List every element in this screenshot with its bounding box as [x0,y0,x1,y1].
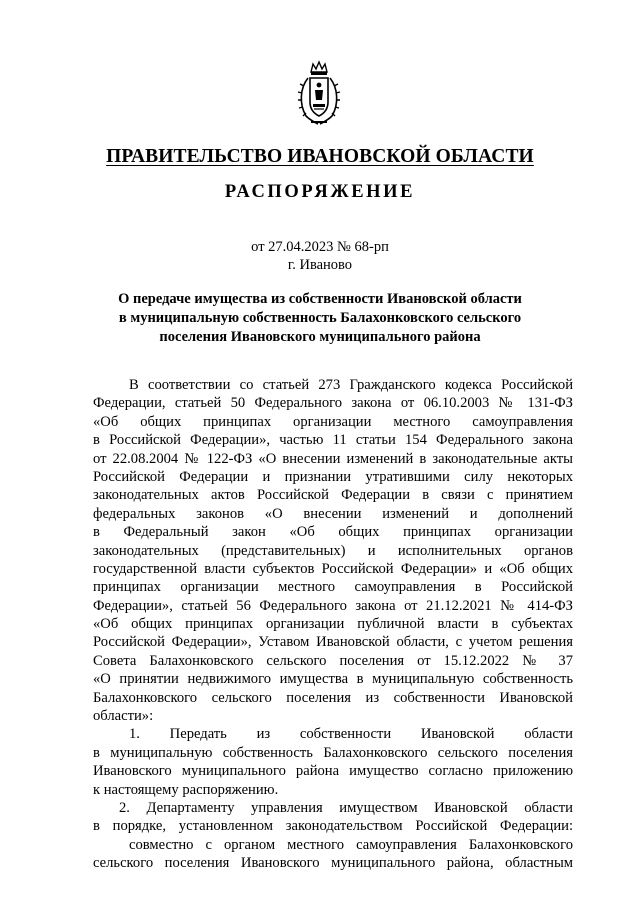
coat-of-arms-icon [296,60,342,128]
body-line: Российской Федерации», Уставом Ивановской области, с учетом решения [93,634,573,651]
body-line: сельского поселения Ивановского муниципального района, областным [93,855,573,872]
document-date-number: от 27.04.2023 № 68-рп [251,239,389,255]
body-line: государственной власти субъектов Российской Федерации» и «Об общих [93,560,573,577]
body-line: «О принятии недвижимого имущества в муниципальную собственность [93,671,573,688]
body-line: 2. Департаменту управления имуществом Ивановской области [119,799,573,816]
title-line: в муниципальную собственность Балахонковского сельского [118,310,522,326]
body-line: Совета Балахонковского сельского поселения от 15.12.2022 № 37 [93,652,573,669]
body-line: в муниципальную собственность Балахонковского сельского поселения [93,744,573,761]
body-line: 1. Передать из собственности Ивановской области [129,726,573,743]
body-line: Федерации», статьей 56 Федерального закона от 21.12.2021 № 414-ФЗ [93,597,573,614]
body-line: к настоящему распоряжению. [93,781,279,798]
body-line: В соответствии со статьей 273 Гражданского кодекса Российской [129,377,573,393]
body-line: «Об общих принципах организации публичной власти в субъектах [93,616,573,633]
government-name: ПРАВИТЕЛЬСТВО ИВАНОВСКОЙ ОБЛАСТИ [106,146,534,167]
body-line: Ивановского муниципального района имущество согласно приложению [93,763,573,780]
body-line: федеральных законов «О внесении изменений и дополнений [93,505,573,522]
body-line: от 22.08.2004 № 122-ФЗ «О внесении изменений в законодательные акты [93,450,573,467]
body-line: совместно с органом местного самоуправления Балахонковского [129,836,573,853]
body-line: законодательных (представительных) и исполнительных органов [93,542,573,559]
body-line: законодательных актов Российской Федерации в связи с принятием [93,487,573,504]
body-line: в Российской Федерации», частью 11 статьи 154 Федерального закона [93,432,573,449]
body-line: Балахонковского сельского поселения из собственности Ивановской [93,689,573,706]
body-line: Российской Федерации и признании утратившими силу некоторых [93,468,573,485]
title-line: О передаче имущества из собственности Ивановской области [118,291,522,307]
document-title [90,290,550,347]
title-line: поселения Ивановского муниципального района [159,329,481,345]
document-type: РАСПОРЯЖЕНИЕ [224,182,416,202]
body-line: в Федеральный закон «Об общих принципах организации [93,524,573,541]
document-body [93,376,573,873]
body-line: принципах организации местного самоуправления в Российской [93,579,573,596]
body-line: области»: [93,708,154,725]
body-line: Федерации, статьей 50 Федерального закона от 06.10.2003 № 131-ФЗ [93,395,573,412]
body-line: в порядке, установленном законодательством Российской Федерации: [93,818,573,835]
body-line: «Об общих принципах организации местного самоуправления [93,413,573,430]
document-city: г. Иваново [287,257,353,273]
